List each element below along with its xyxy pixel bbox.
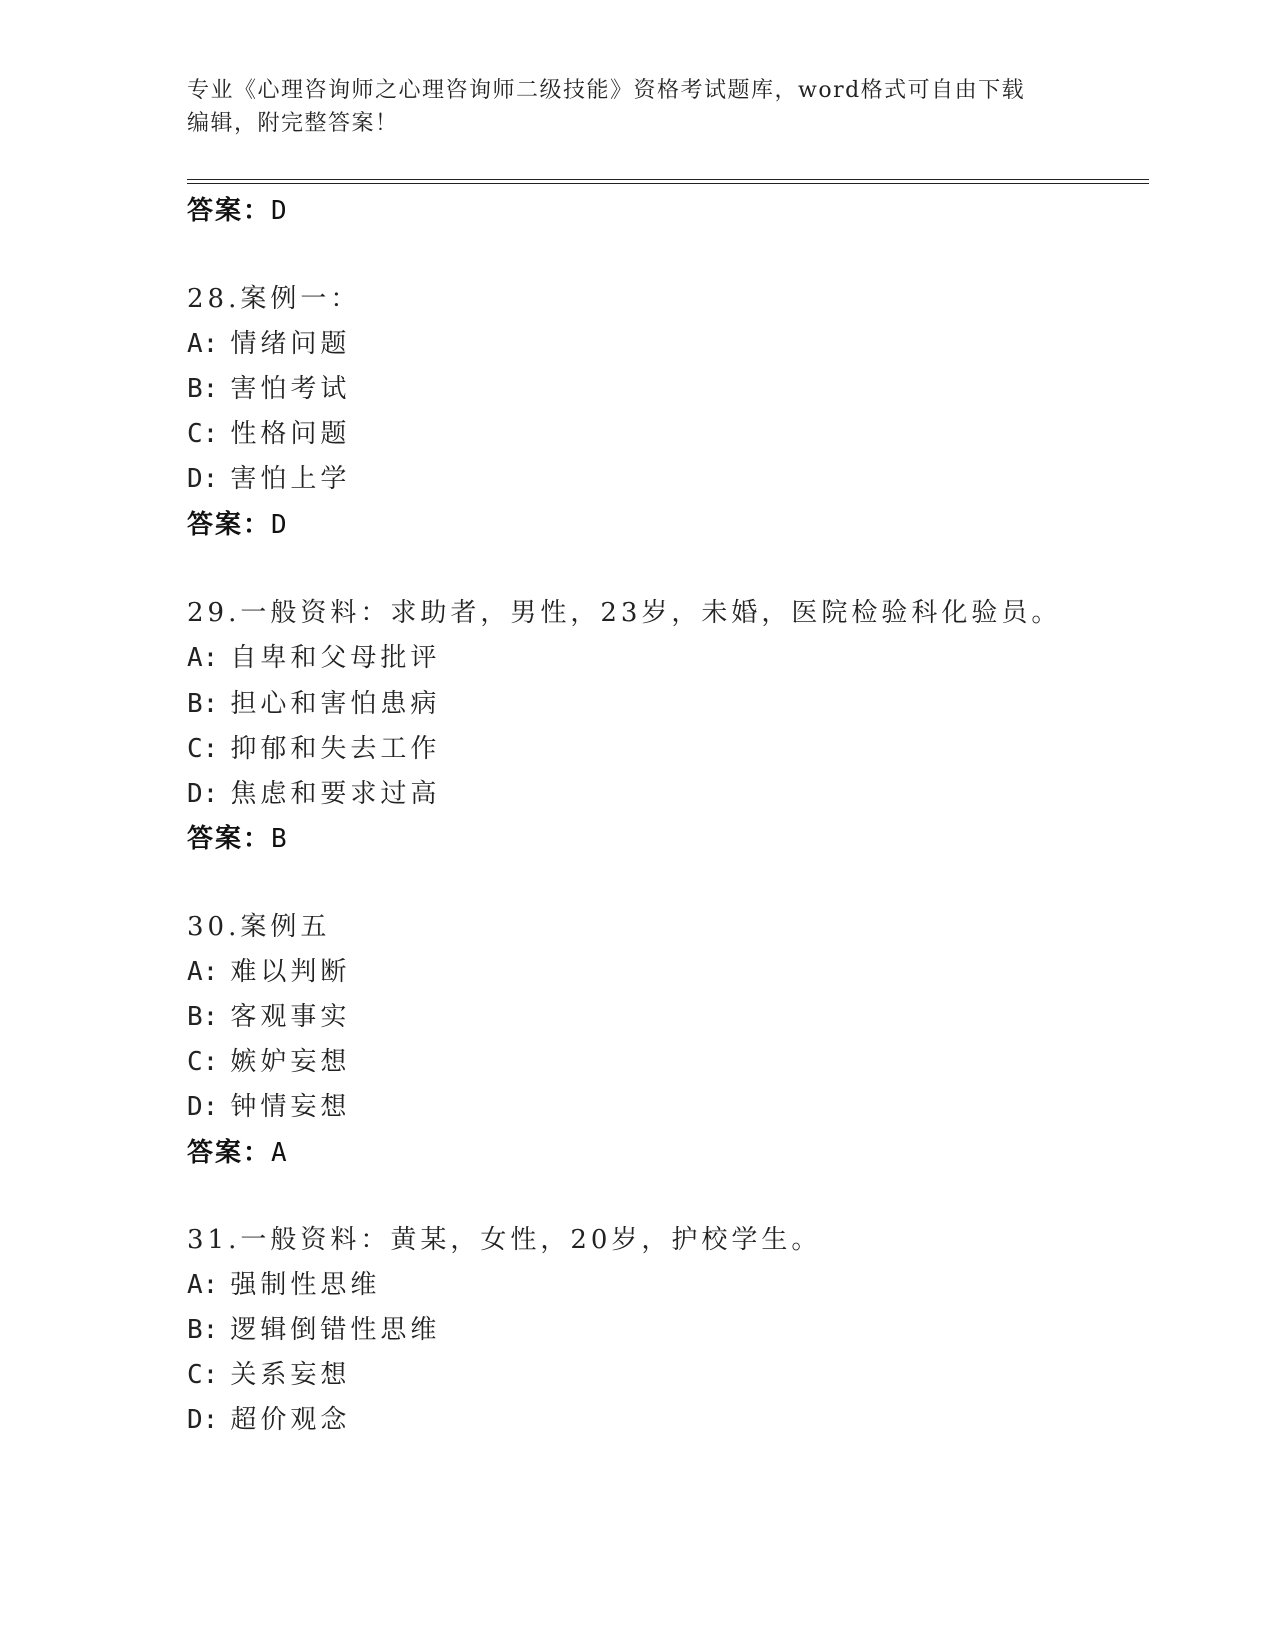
option-letter: B: xyxy=(187,689,219,719)
question-stem: 30.案例五 xyxy=(187,912,331,942)
option-letter: D: xyxy=(187,1092,219,1122)
option-text: 自卑和父母批评 xyxy=(230,643,441,673)
option-text: 强制性思维 xyxy=(230,1270,381,1300)
option-line xyxy=(187,996,350,1033)
option-letter: A: xyxy=(187,1270,219,1300)
option-text: 逻辑倒错性思维 xyxy=(230,1315,441,1345)
document-header xyxy=(187,74,1067,140)
answer-value: D xyxy=(271,510,289,540)
option-line xyxy=(187,1041,350,1078)
option-line xyxy=(187,1354,350,1391)
answer-value: A xyxy=(271,1138,289,1168)
option-letter: D: xyxy=(187,1405,219,1435)
option-line xyxy=(187,951,350,988)
option-line xyxy=(187,1309,440,1346)
option-text: 性格问题 xyxy=(230,419,351,449)
option-line xyxy=(187,637,440,674)
option-line xyxy=(187,683,440,720)
header-divider-bottom xyxy=(187,183,1149,184)
option-line xyxy=(187,323,350,360)
option-letter: C: xyxy=(187,1360,219,1390)
answer-label: 答案： xyxy=(187,824,272,854)
header-divider-top xyxy=(187,179,1149,180)
option-line xyxy=(187,773,440,810)
option-text: 超价观念 xyxy=(230,1405,351,1435)
option-letter: B: xyxy=(187,1002,219,1032)
option-letter: C: xyxy=(187,419,219,449)
answer-line xyxy=(187,190,289,227)
option-text: 担心和害怕患病 xyxy=(230,689,441,719)
answer-line xyxy=(187,504,289,541)
question-stem: 29.一般资料：求助者，男性，23岁，未婚，医院检验科化验员。 xyxy=(187,598,1062,628)
answer-value: B xyxy=(271,824,289,854)
option-line xyxy=(187,458,350,495)
answer-line xyxy=(187,818,289,855)
option-text: 钟情妄想 xyxy=(230,1092,351,1122)
header-line-1: 专业《心理咨询师之心理咨询师二级技能》资格考试题库，word格式可自由下载 xyxy=(187,78,1026,103)
option-letter: D: xyxy=(187,464,219,494)
option-letter: A: xyxy=(187,957,219,987)
answer-label: 答案： xyxy=(187,196,272,226)
option-letter: C: xyxy=(187,734,219,764)
option-line xyxy=(187,413,350,450)
option-text: 情绪问题 xyxy=(230,329,351,359)
option-text: 焦虑和要求过高 xyxy=(230,779,441,809)
question-stem: 28.案例一： xyxy=(187,284,361,314)
option-line xyxy=(187,368,350,405)
option-text: 客观事实 xyxy=(230,1002,351,1032)
option-letter: A: xyxy=(187,329,219,359)
option-line xyxy=(187,728,440,765)
option-line xyxy=(187,1264,380,1301)
answer-line xyxy=(187,1132,289,1169)
answer-label: 答案： xyxy=(187,1138,272,1168)
option-text: 嫉妒妄想 xyxy=(230,1047,351,1077)
option-line xyxy=(187,1086,350,1123)
option-text: 难以判断 xyxy=(230,957,351,987)
option-letter: B: xyxy=(187,1315,219,1345)
answer-label: 答案： xyxy=(187,510,272,540)
option-letter: B: xyxy=(187,374,219,404)
option-line xyxy=(187,1399,350,1436)
option-text: 害怕上学 xyxy=(230,464,351,494)
option-text: 抑郁和失去工作 xyxy=(230,734,441,764)
option-letter: C: xyxy=(187,1047,219,1077)
question-stem: 31.一般资料：黄某，女性，20岁，护校学生。 xyxy=(187,1225,822,1255)
option-letter: D: xyxy=(187,779,219,809)
option-letter: A: xyxy=(187,643,219,673)
option-text: 害怕考试 xyxy=(230,374,351,404)
option-text: 关系妄想 xyxy=(230,1360,351,1390)
header-line-2: 编辑，附完整答案！ xyxy=(187,111,399,136)
answer-value: D xyxy=(271,196,289,226)
